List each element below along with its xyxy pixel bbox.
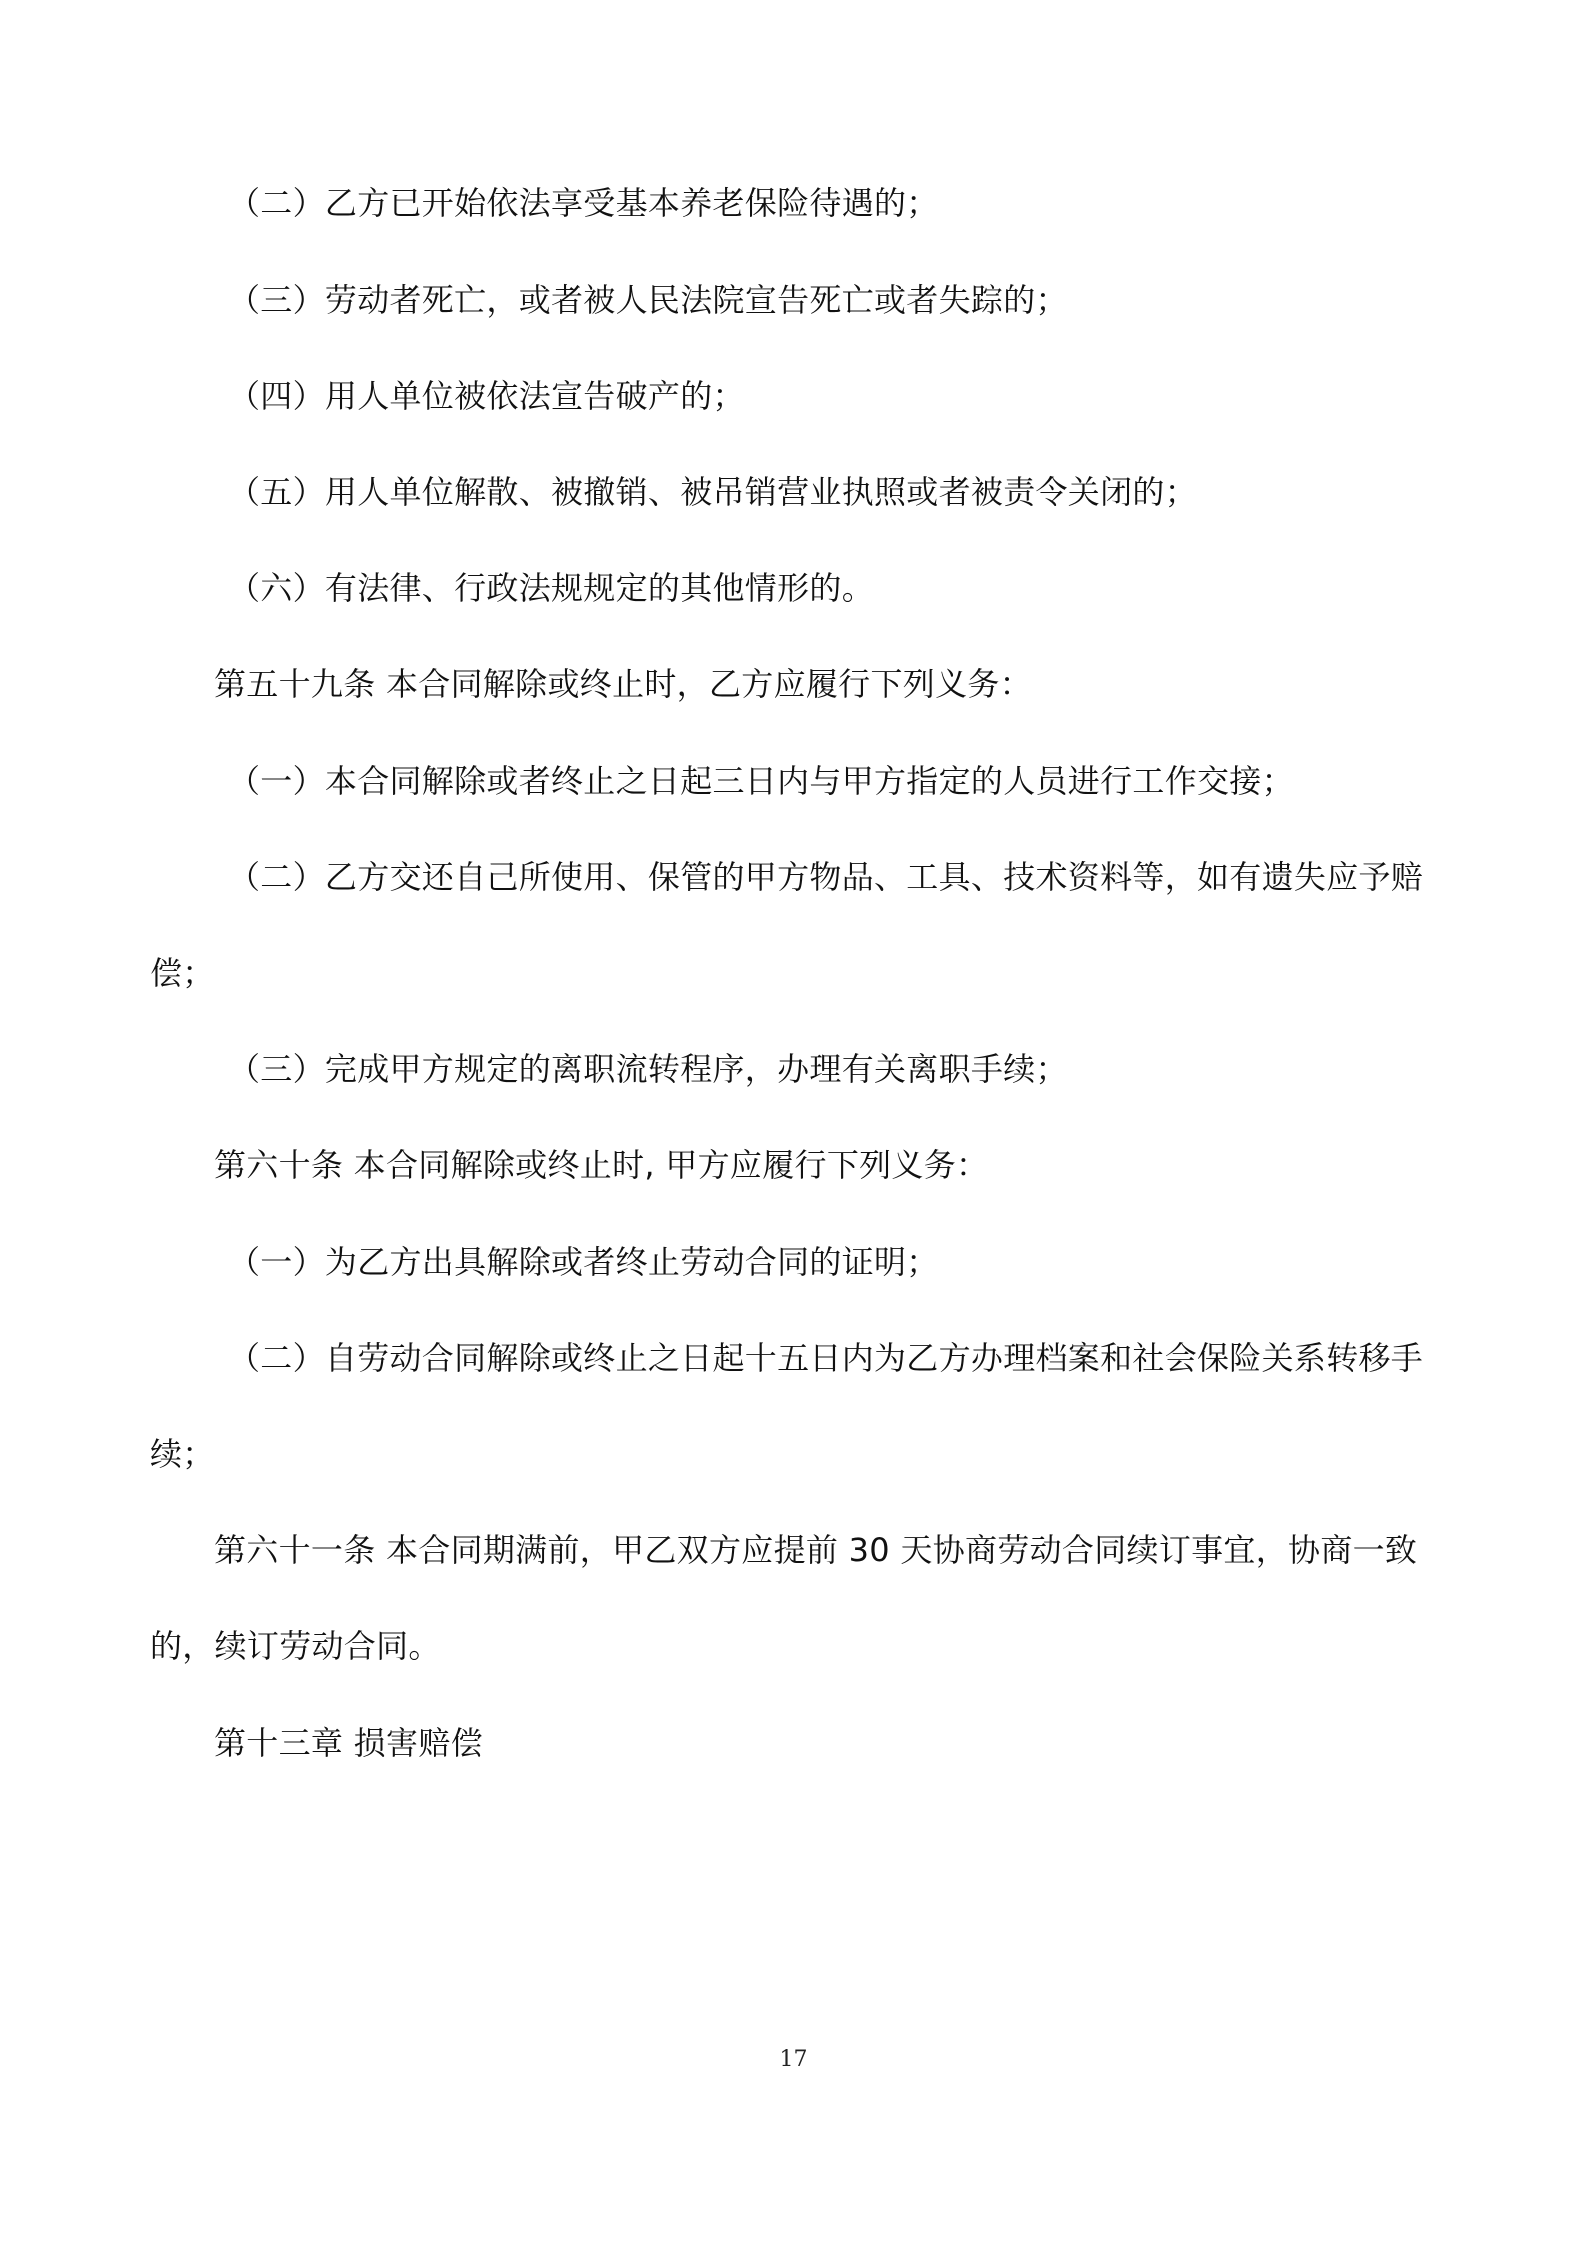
article-59-heading: 第五十九条 本合同解除或终止时，乙方应履行下列义务： <box>214 665 1032 703</box>
clause-item-5-dissolution: （五）用人单位解散、被撤销、被吊销营业执照或者被责令关闭的； <box>228 473 1198 511</box>
article-59-item-2: （二）乙方交还自己所使用、保管的甲方物品、工具、技术资料等，如有遗失应予赔 <box>228 858 1424 896</box>
article-60-heading: 第六十条 本合同解除或终止时, 甲方应履行下列义务： <box>214 1146 989 1184</box>
chapter-13-heading: 第十三章 损害赔偿 <box>214 1724 483 1762</box>
clause-item-3-death: （三）劳动者死亡，或者被人民法院宣告死亡或者失踪的； <box>228 281 1068 319</box>
clause-item-2-retirement: （二）乙方已开始依法享受基本养老保险待遇的； <box>228 184 939 222</box>
page-number: 17 <box>779 2047 808 2072</box>
article-60-item-1: （一）为乙方出具解除或者终止劳动合同的证明； <box>228 1243 939 1281</box>
article-59-item-1: （一）本合同解除或者终止之日起三日内与甲方指定的人员进行工作交接； <box>228 762 1294 800</box>
article-59-item-3: （三）完成甲方规定的离职流转程序，办理有关离职手续； <box>228 1050 1068 1088</box>
article-59-item-2-continuation: 偿； <box>150 954 215 992</box>
clause-item-4-bankruptcy: （四）用人单位被依法宣告破产的； <box>228 377 745 415</box>
article-61-heading: 第六十一条 本合同期满前，甲乙双方应提前 30 天协商劳动合同续订事宜，协商一致 <box>214 1531 1418 1569</box>
clause-item-6-other: （六）有法律、行政法规规定的其他情形的。 <box>228 569 875 607</box>
article-60-item-2: （二）自劳动合同解除或终止之日起十五日内为乙方办理档案和社会保险关系转移手 <box>228 1339 1424 1377</box>
article-60-item-2-continuation: 续； <box>150 1435 215 1473</box>
article-61-continuation: 的，续订劳动合同。 <box>150 1627 441 1665</box>
